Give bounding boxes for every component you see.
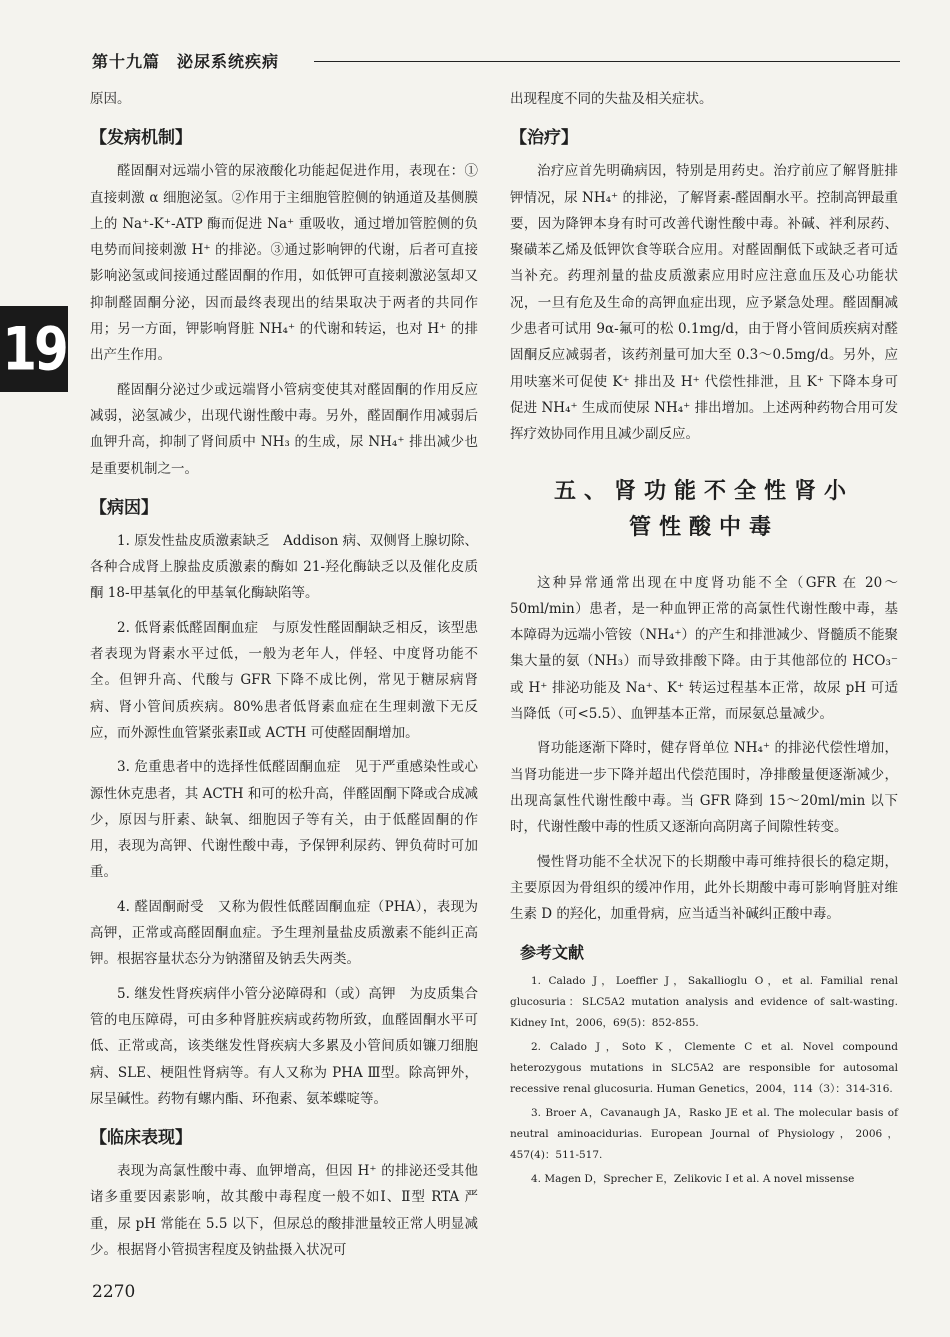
- heading-references: 参考文献: [520, 943, 585, 963]
- running-header-title: 第十九篇 泌尿系统疾病: [92, 52, 280, 71]
- reference-item: 1. Calado J，Loeffler J，Sakallioglu O，et al. Familial renal glucosuria：SLC5A2 mutation analysis and evidence of salt-wasting. Kidney Int，2006，69(5)：852-855.: [510, 975, 898, 1030]
- running-header: [92, 40, 900, 74]
- heading-treatment: 【治疗】: [510, 128, 578, 149]
- section-heading-line: 五、肾功能不全性肾小: [553, 478, 854, 504]
- heading-etiology: 【病因】: [90, 497, 158, 518]
- etiology-item: 1. 原发性盐皮质激素缺乏 Addison 病、双侧肾上腺切除、各种合成肾上腺盐皮质激素的酶如 21-羟化酶缺乏以及催化皮质酮 18-甲基氧化的甲基氧化酶缺陷等。: [90, 532, 478, 602]
- header-rule: [314, 61, 900, 62]
- section-heading-line: 管性酸中毒: [628, 514, 779, 540]
- reference-item: 2. Calado J，Soto K，Clemente C et al. Novel compound heterozygous mutations in SLC5A2 are responsible for autosomal recessive renal glucosuria. Human Genetics，2004，114（3）：314-316.: [510, 1041, 898, 1096]
- left-column: [90, 86, 478, 1271]
- chapter-tab-number: 19: [2, 314, 66, 384]
- etiology-item: 5. 继发性肾疾病伴小管分泌障碍和（或）高钾 为皮质集合管的电压障碍，可由多种肾脏疾病或药物所致，血醛固酮水平可低、正常或高，该类继发性肾疾病大多累及小管间质如镰刀细胞病、SLE、梗阻性肾病等。有人又称为 PHA Ⅲ型。除高钾外，尿呈碱性。药物有螺内酯、环孢素、氨苯蝶啶等。: [90, 985, 478, 1107]
- etiology-item: 4. 醛固酮耐受 又称为假性低醛固酮血症（PHA），表现为高钾，正常或高醛固酮血症。予生理剂量盐皮质激素不能纠正高钾。根据容量状态分为钠潴留及钠丢失两类。: [90, 898, 478, 968]
- etiology-item: 3. 危重患者中的选择性低醛固酮血症 见于严重感染性或心源性休克患者，其 ACTH 和可的松升高，伴醛固酮下降或合成减少，原因与肝素、缺氧、细胞因子等有关，由于低醛固酮的作用，表现为高钾、代谢性酸中毒，予保钾利尿药、钾负荷时可加重。: [90, 759, 478, 881]
- etiology-item: 2. 低肾素低醛固酮血症 与原发性醛固酮缺乏相反，该型患者表现为肾素水平过低，一般为老年人，伴轻、中度肾功能不全。但钾升高、代酸与 GFR 下降不成比例，常见于糖尿病肾病、肾小管间质疾病。80%患者低肾素血症在生理刺激下无反应，而外源性血管紧张素Ⅱ或 ACTH 可使醛固酮增加。: [90, 619, 478, 741]
- heading-clinical: 【临床表现】: [90, 1128, 192, 1149]
- continued-text: 原因。: [90, 91, 131, 107]
- reference-item: 4. Magen D，Sprecher E，Zelikovic I et al. A novel missense: [531, 1173, 855, 1186]
- paragraph: 醛固酮分泌过少或远端肾小管病变使其对醛固酮的作用反应减弱，泌氢减少，出现代谢性酸中毒。另外，醛固酮作用减弱后血钾升高，抑制了肾间质中 NH₃ 的生成，尿 NH₄⁺ 排出减少也是重要机制之一。: [90, 381, 478, 477]
- paragraph: 治疗应首先明确病因，特别是用药史。治疗前应了解肾脏排钾情况，尿 NH₄⁺ 的排泌，了解肾素-醛固酮水平。控制高钾最重要，因为降钾本身有时可改善代谢性酸中毒。补碱、袢利尿药、聚磺苯乙烯及低钾饮食等联合应用。对醛固酮低下或缺乏者可适当补充。药理剂量的盐皮质激素应用时应注意血压及心功能状况，一旦有危及生命的高钾血症出现，应予紧急处理。醛固酮减少患者可试用 9α-氟可的松 0.1mg/d，由于肾小管间质疾病对醛固酮反应减弱者，该药剂量可加大至 0.3～0.5mg/d。另外，应用呋塞米可促使 K⁺ 排出及 H⁺ 代偿性排泄，且 K⁺ 下降本身可促进 NH₄⁺ 生成而使尿 NH₄⁺ 排出增加。上述两种药物合用可发挥疗效协同作用且减少副反应。: [510, 163, 898, 443]
- paragraph: 肾功能逐渐下降时，健存肾单位 NH₄⁺ 的排泌代偿性增加，当肾功能进一步下降并超出代偿范围时，净排酸量便逐渐减少，出现高氯性代谢性酸中毒。当 GFR 降到 15～20ml/min 以下时，代谢性酸中毒的性质又逐渐向高阴离子间隙性转变。: [510, 740, 898, 836]
- reference-item: 3. Broer A，Cavanaugh JA，Rasko JE et al. The molecular basis of neutral aminoacidurias. European Journal of Physiology，2006，457(4)：511-517.: [510, 1107, 898, 1162]
- heading-pathogenesis: 【发病机制】: [90, 128, 192, 149]
- paragraph: 表现为高氯性酸中毒、血钾增高，但因 H⁺ 的排泌还受其他诸多重要因素影响，故其酸中毒程度一般不如Ⅰ、Ⅱ型 RTA 严重，尿 pH 常能在 5.5 以下，但尿总的酸排泄量较正常人明显减少。根据肾小管损害程度及钠盐摄入状况可: [90, 1163, 478, 1258]
- section-heading-5: [510, 474, 898, 546]
- paragraph: 醛固酮对远端小管的尿液酸化功能起促进作用，表现在：①直接刺激 α 细胞泌氢。②作用于主细胞管腔侧的钠通道及基侧膜上的 Na⁺-K⁺-ATP 酶而促进 Na⁺ 重吸收，通过增加管腔侧的负电势而间接刺激 H⁺ 的排泌。③通过影响钾的代谢，后者可直接影响泌氢或间接通过醛固酮的作用，如低钾可直接刺激泌氢却又抑制醛固酮分泌，因而最终表现出的结果取决于两者的共同作用；另一方面，钾影响肾脏 NH₄⁺ 的代谢和转运，也对 H⁺ 的排出产生作用。: [90, 163, 478, 364]
- page-number: 2270: [92, 1282, 136, 1302]
- paragraph: 慢性肾功能不全状况下的长期酸中毒可维持很长的稳定期，主要原因为骨组织的缓冲作用，此外长期酸中毒可影响肾脏对维生素 D 的羟化，加重骨病，应当适当补碱纠正酸中毒。: [510, 853, 898, 923]
- right-column: [510, 86, 898, 1193]
- chapter-tab: [0, 306, 68, 392]
- paragraph: 这种异常通常出现在中度肾功能不全（GFR 在 20～50ml/min）患者，是一种血钾正常的高氯性代谢性酸中毒，基本障碍为远端小管铵（NH₄⁺）的产生和排泄减少、肾髓质不能聚集大量的氨（NH₃）而导致排酸下降。由于其他部位的 HCO₃⁻ 或 H⁺ 排泌功能及 Na⁺、K⁺ 转运过程基本正常，故尿 pH 可适当降低（可<5.5）、血钾基本正常，而尿氨总量减少。: [510, 574, 898, 723]
- continued-text: 出现程度不同的失盐及相关症状。: [510, 91, 713, 107]
